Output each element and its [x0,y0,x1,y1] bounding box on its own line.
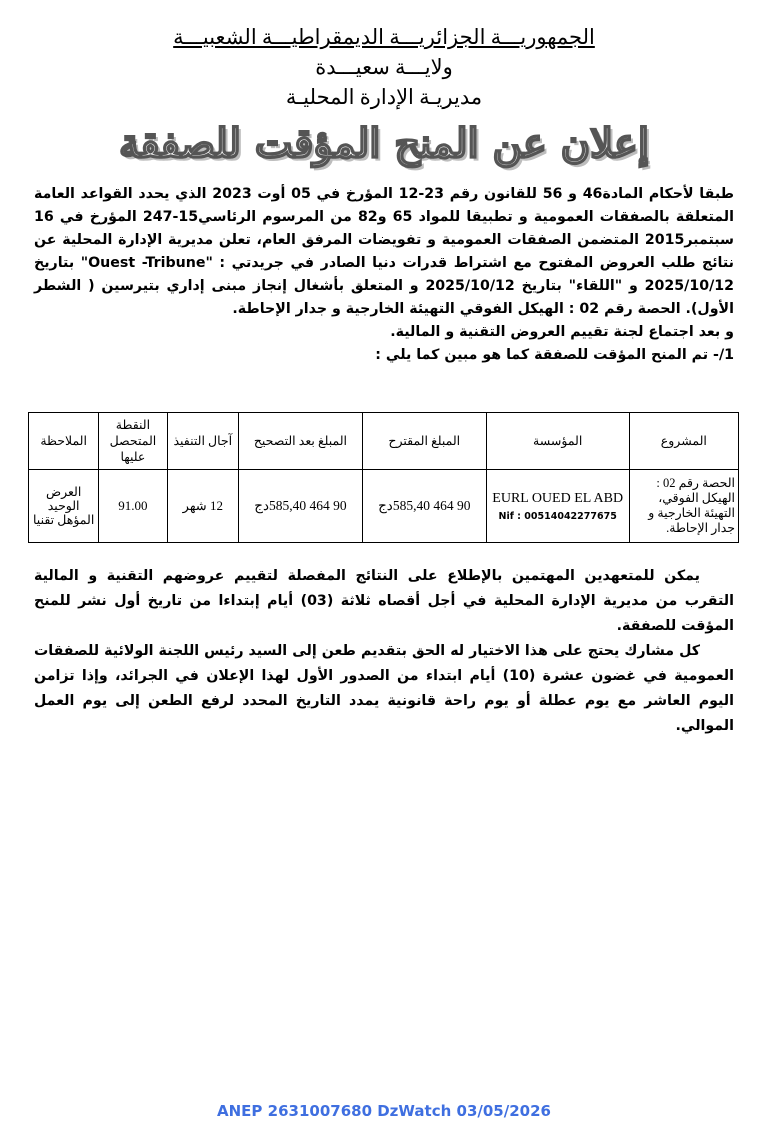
duration-value: 12 شهر [182,498,223,513]
header-score: النقطة المتحصل عليها [99,413,167,470]
intro-section [34,183,734,367]
cell-corrected-amount [239,470,363,543]
company-name: EURL OUED EL ABD [492,491,624,506]
proposed-amount: 90 464 585,40دج [378,498,471,513]
intro-paragraph: طبقا لأحكام المادة46 و 56 للقانون رقم 23-12 المؤرخ في 05 أوت 2023 الذي يحدد القواعد العامة المتعلقة بالصفقات العمومية و تطبيقا للمواد 65 و82 من المرسوم الرئاسي15-247 المؤرخ في 16 سبتمبر2015 المتضمن الصفقات العمومية و تفويضات المرفق العام، تعلن مديرية الإدارة المحلية عن نتائج طلب العروض المفتوح مع اشتراط قدرات دنيا الصادر في جريدتي : "Ouest -Tribune" بتاريخ 2025/10/12 و "اللقاء" بتاريخ 2025/10/12 و المتعلق بأشغال إنجاز مبنى إداري بتيرسين ( الشطر الأول). الحصة رقم 02 : الهيكل الفوقي التهيئة الخارجية و جدار الإحاطة. [34,186,735,317]
header-company: المؤسسة [486,413,629,470]
header-corrected-amount: المبلغ بعد التصحيح [239,413,363,470]
cell-project [629,470,738,543]
header-remarks: الملاحظة [29,413,99,470]
project-lot: الحصة رقم 02 : [656,476,735,490]
remarks-value: العرض الوحيد المؤهل تقنيا [32,485,95,527]
cell-remarks [29,470,99,543]
closing-paragraph-appeal: كل مشارك يحتج على هذا الاختيار له الحق بتقديم طعن إلى السيد رئيس اللجنة الولائية للصفقات العمومية في غضون عشرة (10) أيام ابتداء من الصدور الأول لهذا الإعلان في الجرائد، وإذا تزامن اليوم العاشر مع يوم عطلة أو يوم راحة قانونية يمدد التاريخ المحدد لرفع الطعن إلى يوم العمل الموالي. [34,643,734,734]
document-header [0,22,768,112]
cell-duration [167,470,238,543]
header-duration: آجال التنفيذ [167,413,238,470]
company-nif: Nif : 00514042277675 [498,511,617,522]
closing-section [34,564,734,739]
cell-company [486,470,629,543]
table-header-row [29,413,739,470]
table-row [29,470,739,543]
cell-score [99,470,167,543]
header-republic: الجمهوريـــة الجزائريـــة الديمقراطيـــة الشعبيـــة [173,25,595,49]
committee-line: و بعد اجتماع لجنة تقييم العروض التقنية و المالية. [390,324,734,340]
anep-reference: ANEP 2631007680 DzWatch 03/05/2026 [217,1102,551,1120]
award-line: 1/- تم المنح المؤقت للصفقة كما هو مبين كما يلي : [375,347,734,363]
corrected-amount: 90 464 585,40دج [254,498,347,513]
cell-proposed-amount [362,470,486,543]
announcement-title: إعلان عن المنح المؤقت للصفقة [118,120,650,167]
header-project: المشروع [629,413,738,470]
header-directorate: مديريـة الإدارة المحليـة [285,85,483,109]
closing-paragraph-consult: يمكن للمتعهدين المهتمين بالإطلاع على النتائج المفصلة لتقييم عروضهم التقنية و المالية التقرب من مديرية الإدارة المحلية في أجل أقصاه ثلاثة (03) أيام إبتداءا من تاريخ أول نشر للمنح المؤقت للصفقة. [34,568,734,634]
header-wilaya: ولايـــة سعيـــدة [315,55,453,79]
project-description: الهيكل الفوقي، التهيئة الخارجية و جدار الإحاطة. [648,491,735,535]
score-value: 91.00 [118,498,148,513]
award-table [28,412,739,543]
header-proposed-amount: المبلغ المقترح [362,413,486,470]
